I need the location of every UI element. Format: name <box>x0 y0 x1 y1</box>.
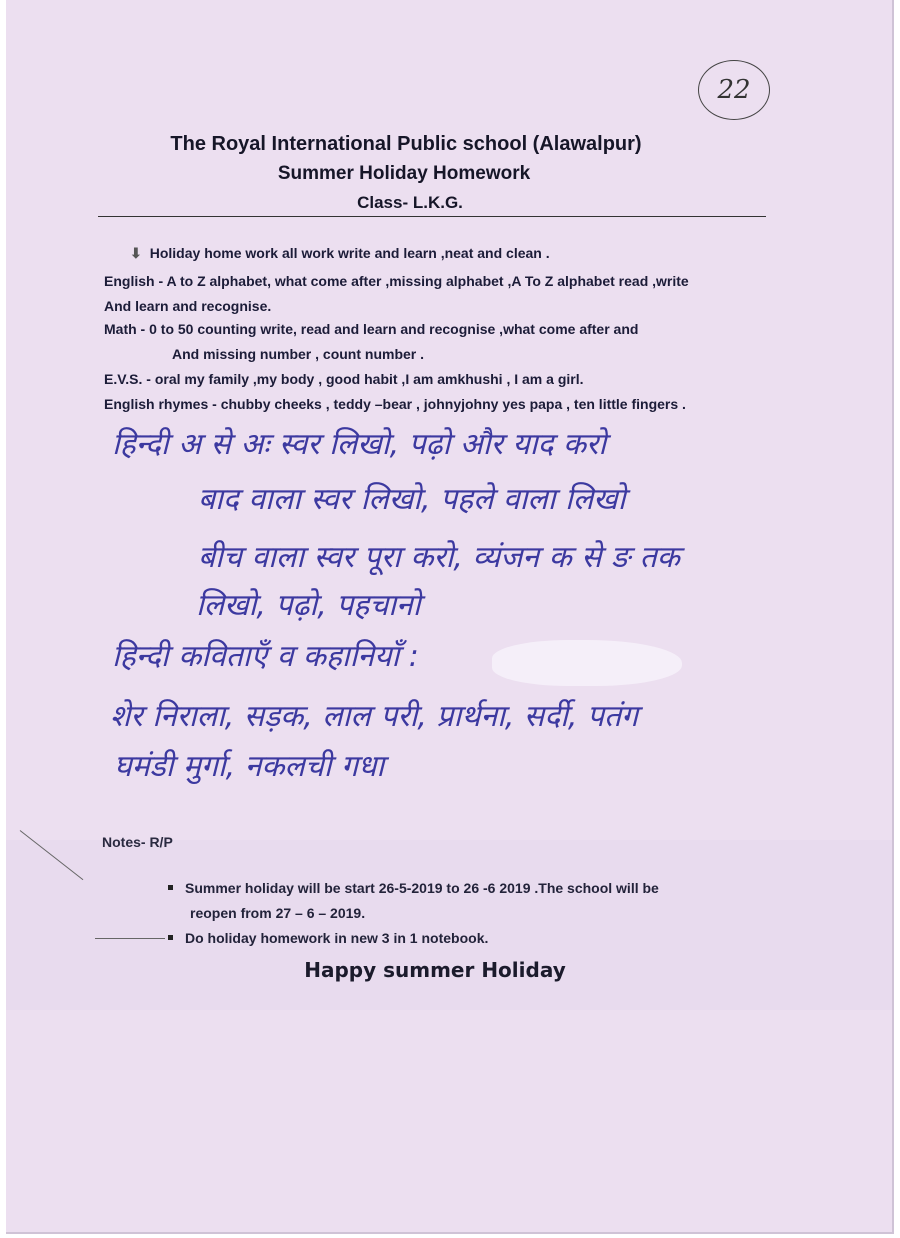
note-item: Do holiday homework in new 3 in 1 notebook. <box>168 930 488 946</box>
school-name: The Royal International Public school (Alawalpur) <box>170 133 642 155</box>
header-divider <box>98 216 766 217</box>
handwritten-line: बीच वाला स्वर पूरा करो, व्यंजन क से ङ तक <box>198 540 680 575</box>
instruction-line <box>130 245 550 262</box>
handwritten-line: शेर निराला, सड़क, लाल परी, प्रार्थना, सर्दी, पतंग <box>110 699 639 734</box>
paper-fold-section <box>6 840 892 1010</box>
note-item-cont: reopen from 27 – 6 – 2019. <box>190 905 366 921</box>
handwritten-line: हिन्दी अ से अः स्वर लिखो, पढ़ो और याद करो <box>112 427 607 462</box>
class-label: Class- L.K.G. <box>357 193 463 212</box>
handwritten-line: लिखो, पढ़ो, पहचानो <box>196 588 421 623</box>
whiteout-smudge <box>492 640 682 686</box>
arrow-bullet-icon: ⬇ <box>130 245 142 261</box>
paper-sheet <box>6 0 894 1234</box>
english-line: English - A to Z alphabet, what come after ,missing alphabet ,A To Z alphabet read ,write <box>104 273 689 289</box>
note-item: Summer holiday will be start 26-5-2019 to 26 -6 2019 .The school will be <box>168 880 659 896</box>
rhymes-line: English rhymes - chubby cheeks , teddy –bear , johnyjohny yes papa , ten little fingers . <box>104 396 686 412</box>
notes-title: Notes- R/P <box>102 834 173 850</box>
happy-holiday-banner: Happy summer Holiday <box>304 958 566 982</box>
page-number: 22 <box>698 60 770 120</box>
instruction-text: Holiday home work all work write and learn ,neat and clean . <box>149 245 550 261</box>
handwritten-line: बाद वाला स्वर लिखो, पहले वाला लिखो <box>198 482 626 517</box>
handwritten-line: हिन्दी कविताएँ व कहानियाँ : <box>112 639 419 674</box>
english-line-cont: And learn and recognise. <box>104 298 272 314</box>
evs-line: E.V.S. - oral my family ,my body , good habit ,I am amkhushi , I am a girl. <box>104 371 584 387</box>
pen-stroke <box>95 938 165 939</box>
square-bullet-icon <box>168 935 173 940</box>
math-line: Math - 0 to 50 counting write, read and learn and recognise ,what come after and <box>104 321 639 337</box>
handwritten-line: घमंडी मुर्गा, नकलची गधा <box>114 749 385 784</box>
homework-title: Summer Holiday Homework <box>277 163 531 184</box>
square-bullet-icon <box>168 885 173 890</box>
math-line-cont: And missing number , count number . <box>172 346 425 362</box>
